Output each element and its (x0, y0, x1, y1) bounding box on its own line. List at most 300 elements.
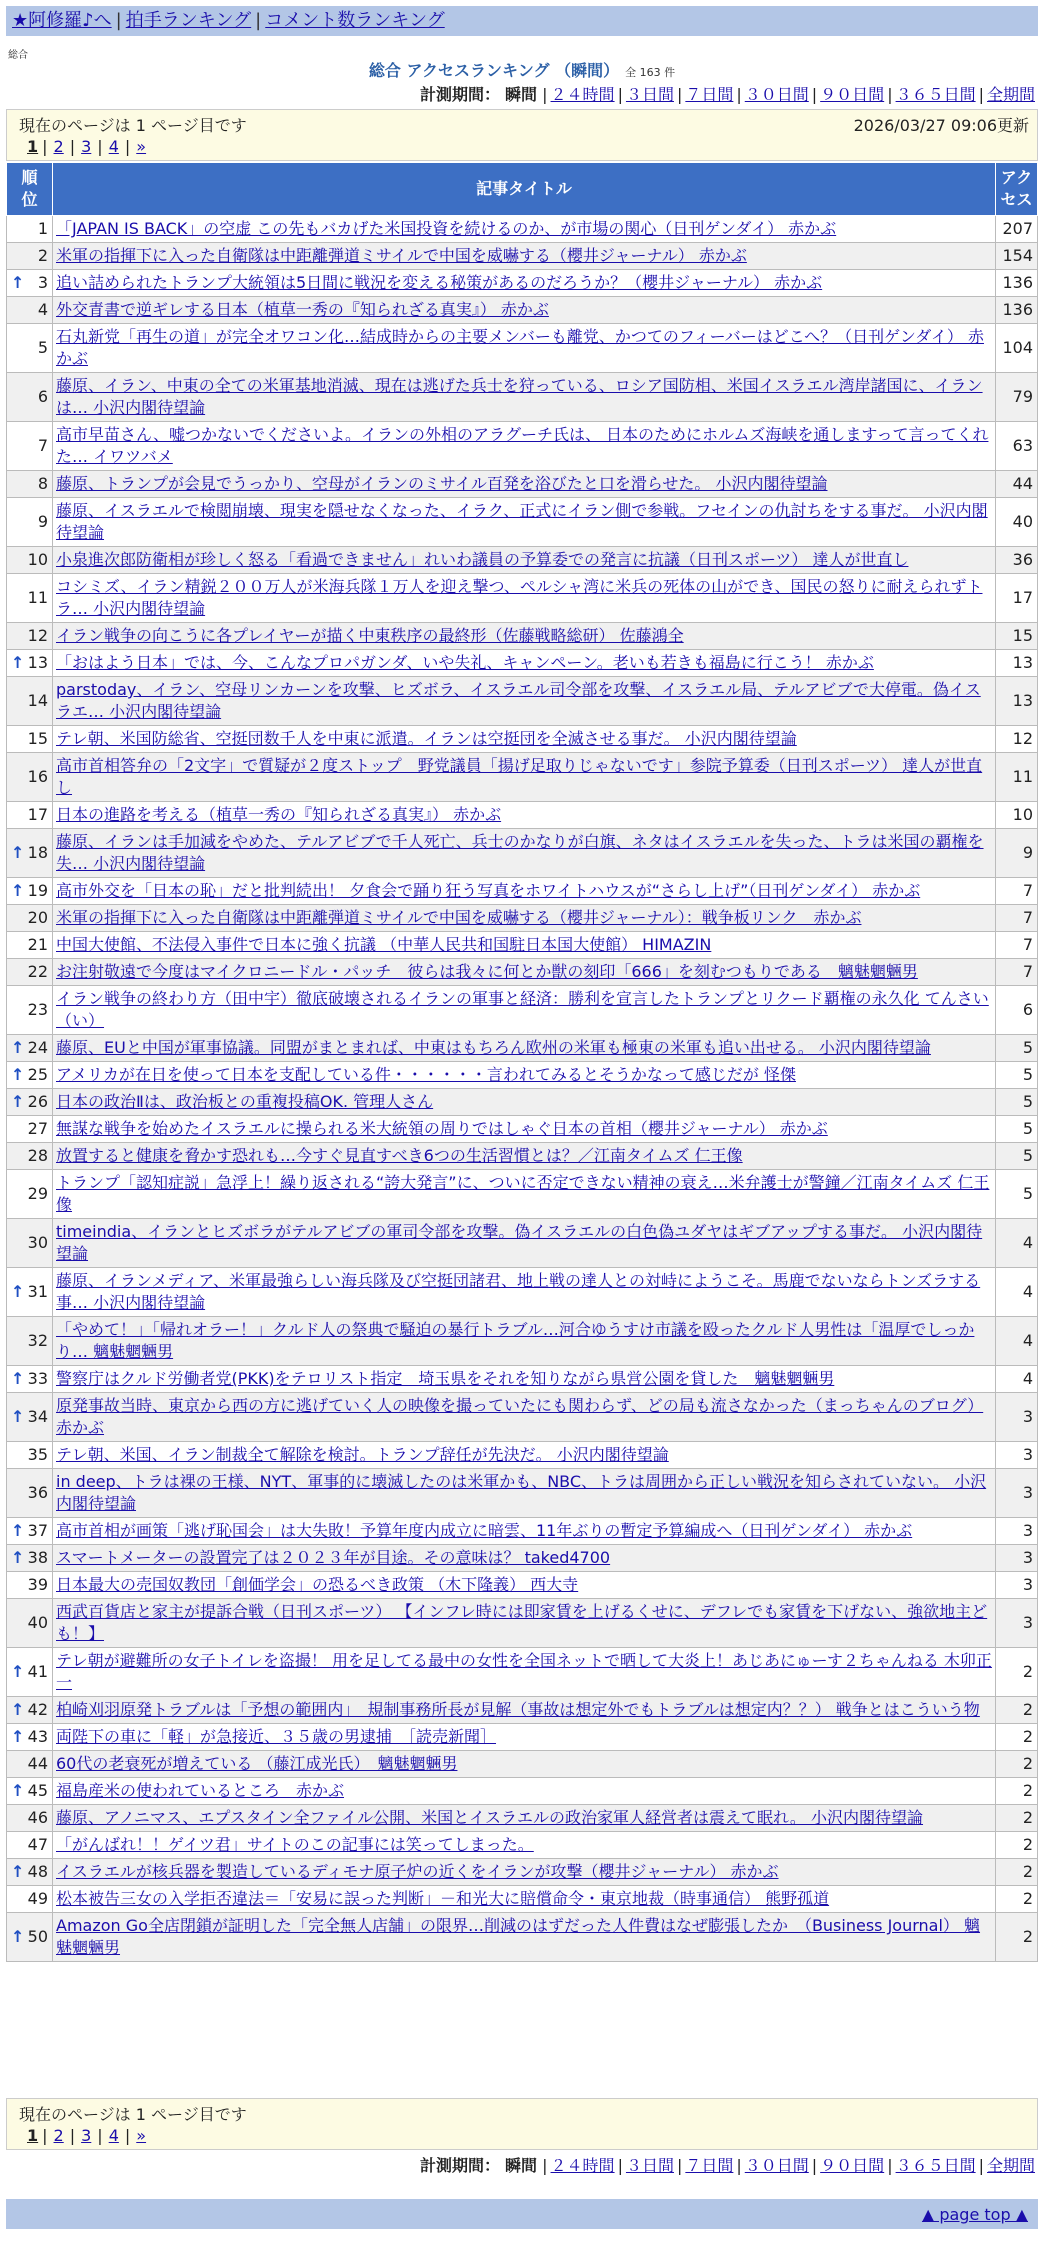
pager-next-link[interactable]: » (136, 137, 147, 156)
table-row (7, 1751, 1038, 1778)
article-link[interactable]: 高市外交を「日本の恥」だと批判続出！ 夕食会で踊り狂う写真をホワイトハウスが“さらし上げ”（日刊ゲンダイ） 赤かぶ (56, 881, 921, 900)
article-link[interactable]: イラン戦争の終わり方（田中宇）徹底破壊されるイランの軍事と経済：勝利を宣言したトランプとリクード覇権の永久化 てんさい（い） (56, 989, 989, 1030)
table-row (7, 1697, 1038, 1724)
access-count: 3 (996, 1518, 1038, 1545)
access-count: 5 (996, 1035, 1038, 1062)
table-row (7, 1599, 1038, 1648)
article-link[interactable]: 藤原、イスラエルで検閲崩壊、現実を隠せなくなった、イラク、正式にイラン側で参戦。フセインの仇討ちをする事だ。 小沢内閣待望論 (56, 501, 988, 542)
access-count: 12 (996, 726, 1038, 753)
table-row (7, 1366, 1038, 1393)
rank-cell (7, 1545, 53, 1572)
rank-number: 5 (37, 338, 48, 357)
section-label: 総合 (8, 50, 28, 61)
comment-ranking-link[interactable]: コメント数ランキング (265, 10, 445, 31)
pager-next-link[interactable]: » (136, 2126, 147, 2145)
table-row (7, 1170, 1038, 1219)
rank-number: 18 (27, 843, 48, 862)
article-link[interactable]: 米軍の指揮下に入った自衛隊は中距離弾道ミサイルで中国を威嚇する（櫻井ジャーナル）：戦争板リンク 赤かぶ (56, 908, 862, 927)
article-link[interactable]: 原発事故当時、東京から西の方に逃げていく人の映像を撮っていたにも関わらず、どの局も流さなかった（まっちゃんのブログ） 赤かぶ (56, 1396, 984, 1437)
access-count: 3 (996, 1442, 1038, 1469)
rank-cell (7, 1886, 53, 1913)
table-row (7, 1116, 1038, 1143)
article-link[interactable]: 放置すると健康を脅かす恐れも…今すぐ見直すべき6つの生活習慣とは？／江南タイムズ 仁王像 (56, 1146, 743, 1165)
article-link[interactable]: 日本最大の売国奴教団「創価学会」の恐るべき政策 （木下隆義） 西大寺 (56, 1575, 579, 1594)
access-count: 3 (996, 1393, 1038, 1442)
rank-cell (7, 1913, 53, 1962)
access-count: 5 (996, 1143, 1038, 1170)
title-cell (53, 1805, 996, 1832)
period-separator: | (978, 85, 984, 104)
footer-bar (6, 2199, 1038, 2229)
pager-separator: | (42, 2126, 48, 2145)
article-link[interactable]: 藤原、トランプが会見でうっかり、空母がイランのミサイル百発を浴びたと口を滑らせた。 小沢内閣待望論 (56, 474, 828, 493)
table-row (7, 986, 1038, 1035)
access-header-label: アクセス (1000, 168, 1033, 209)
title-cell (53, 243, 996, 270)
period-options (542, 85, 1038, 104)
article-link[interactable]: 「やめて！」「帰れオラー！」クルド人の祭典で騒迫の暴行トラブル…河合ゆうすけ市議を殴ったクルド人男性は「温厚でしっかり… 魑魅魍魎男 (56, 1320, 975, 1361)
rank-cell (7, 1648, 53, 1697)
article-link[interactable]: 西武百貨店と家主が提訴合戦（日刊スポーツ） 【インフレ時には即家賃を上げるくせに、デフレでも家賃を下げない、強欲地主ども！】 (56, 1602, 988, 1643)
title-cell (53, 1697, 996, 1724)
rank-cell (7, 802, 53, 829)
period-separator: | (617, 85, 623, 104)
access-count: 9 (996, 829, 1038, 878)
rank-cell (7, 1518, 53, 1545)
title-cell (53, 726, 996, 753)
arrow-up-icon: ↑ (11, 881, 25, 900)
title-cell (53, 802, 996, 829)
rank-cell (7, 1778, 53, 1805)
article-link[interactable]: イラン戦争の向こうに各プレイヤーが描く中東秩序の最終形（佐藤戦略総研） 佐藤鴻全 (56, 626, 684, 645)
article-link[interactable]: 藤原、アノニマス、エプスタイン全ファイル公開、米国とイスラエルの政治家軍人経営者は震えて眠れ。 小沢内閣待望論 (56, 1808, 924, 1827)
period-separator: | (676, 85, 683, 104)
article-link[interactable]: お注射敬遠で今度はマイクロニードル・パッチ 彼らは我々に何とか獣の刻印「666」を刻むつもりである 魑魅魍魎男 (56, 962, 918, 981)
arrow-up-icon: ↑ (11, 1282, 25, 1301)
pager-link[interactable]: 3 (81, 2126, 92, 2145)
article-link[interactable]: 両陛下の車に「軽」が急接近、３５歳の男逮捕 ［読売新聞］ (56, 1727, 497, 1746)
arrow-up-icon: ↑ (11, 1407, 25, 1426)
pager-separator: | (69, 137, 76, 156)
period-separator: | (887, 85, 893, 104)
table-row (7, 574, 1038, 623)
article-link[interactable]: 米軍の指揮下に入った自衛隊は中距離弾道ミサイルで中国を威嚇する（櫻井ジャーナル） 赤かぶ (56, 246, 747, 265)
ranking-table (6, 162, 1038, 1962)
article-link[interactable]: 藤原、イラン、中東の全ての米軍基地消滅、現在は逃げた兵士を狩っている、ロシア国防相、米国イスラエル湾岸諸国に、イランは… 小沢内閣待望論 (56, 376, 983, 417)
rank-number: 7 (37, 436, 48, 455)
table-row (7, 1268, 1038, 1317)
rank-number: 12 (27, 626, 48, 645)
rank-number: 13 (27, 653, 48, 672)
rank-cell (7, 1469, 53, 1518)
rank-cell (7, 1219, 53, 1268)
clap-ranking-link[interactable]: 拍手ランキング (125, 10, 252, 31)
table-row (7, 1442, 1038, 1469)
rank-cell (7, 270, 53, 297)
table-row (7, 1832, 1038, 1859)
access-count: 40 (996, 498, 1038, 547)
title-cell (53, 1832, 996, 1859)
article-link[interactable]: 無謀な戦争を始めたイスラエルに操られる米大統領の周りではしゃぐ日本の首相（櫻井ジャーナル） 赤かぶ (56, 1119, 828, 1138)
article-link[interactable]: 藤原、イランは手加減をやめた、テルアビブで千人死亡、兵士のかなりが白旗、ネタはイスラエルを失った、トラは米国の覇権を失… 小沢内閣待望論 (56, 832, 984, 873)
arrow-up-icon: ↑ (11, 1065, 25, 1084)
rank-cell (7, 623, 53, 650)
article-link[interactable]: 松本被告三女の入学拒否違法＝「安易に誤った判断」－和光大に賠償命令・東京地裁（時事通信） 熊野孤道 (56, 1889, 830, 1908)
rank-number: 31 (27, 1282, 48, 1301)
title-cell (53, 1143, 996, 1170)
period-separator: | (542, 2156, 548, 2175)
arrow-up-icon: ↑ (11, 653, 25, 672)
nav-separator: | (115, 10, 122, 31)
table-row (7, 297, 1038, 324)
table-row (7, 1219, 1038, 1268)
table-row (7, 1886, 1038, 1913)
pager-link[interactable]: 3 (81, 137, 92, 156)
rank-number: 34 (27, 1407, 48, 1426)
title-cell (53, 1859, 996, 1886)
rank-number: 6 (37, 387, 48, 406)
period-label: 計測期間： (419, 85, 500, 104)
rank-number: 25 (27, 1065, 48, 1084)
period-separator: | (978, 2156, 984, 2175)
article-link[interactable]: 高市首相が画策「逃げ恥国会」は大失敗！予算年度内成立に暗雲、11年ぶりの暫定予算編成へ（日刊ゲンダイ） 赤かぶ (56, 1521, 913, 1540)
article-link[interactable]: 藤原、EUと中国が軍事協議。同盟がまとまれば、中東はもちろん欧州の米軍も極東の米軍も追い出せる。 小沢内閣待望論 (56, 1038, 931, 1057)
rank-cell (7, 1116, 53, 1143)
period-separator: | (542, 85, 548, 104)
arrow-up-icon: ↑ (11, 1369, 25, 1388)
pager-link[interactable]: 2 (53, 2126, 64, 2145)
rank-cell (7, 373, 53, 422)
article-link[interactable]: 高市首相答弁の「2文字」で質疑が２度ストップ 野党議員「揚げ足取りじゃないです」参院予算委（日刊スポーツ） 達人が世直し (56, 756, 983, 797)
access-count: 4 (996, 1268, 1038, 1317)
rank-number: 16 (27, 767, 48, 786)
page-info-box-top (6, 109, 1038, 161)
table-row (7, 1805, 1038, 1832)
access-count: 207 (996, 216, 1038, 243)
access-count: 2 (996, 1859, 1038, 1886)
pager-link[interactable]: 4 (108, 2126, 119, 2145)
table-row (7, 324, 1038, 373)
rank-cell (7, 1035, 53, 1062)
access-count: 104 (996, 324, 1038, 373)
title-cell (53, 1035, 996, 1062)
period-separator: | (736, 85, 742, 104)
period-option-link[interactable]: ９０日間 (820, 85, 885, 104)
rank-cell (7, 216, 53, 243)
title-cell (53, 1469, 996, 1518)
article-link[interactable]: 高市早苗さん、嘘つかないでくださいよ。イランの外相のアラグーチ氏は、 日本のためにホルムズ海峡を通しますって言ってくれた… イワツバメ (56, 425, 989, 466)
rank-cell (7, 498, 53, 547)
article-link[interactable]: テレ朝、米国、イラン制裁全て解除を検討。トランプ辞任が先決だ。 小沢内閣待望論 (56, 1445, 669, 1464)
table-row (7, 878, 1038, 905)
rank-cell (7, 726, 53, 753)
table-row (7, 1393, 1038, 1442)
rank-cell (7, 324, 53, 373)
arrow-up-icon: ↑ (11, 1038, 25, 1057)
access-count: 3 (996, 1469, 1038, 1518)
article-link[interactable]: テレ朝が避難所の女子トイレを盗撮！ 用を足してる最中の女性を全国ネットで晒して大炎上！あじあにゅーす２ちゃんねる 木卯正一 (56, 1651, 992, 1692)
rank-number: 10 (27, 550, 48, 569)
title-cell (53, 1724, 996, 1751)
access-count: 2 (996, 1751, 1038, 1778)
period-option-link[interactable]: ３日間 (625, 85, 674, 104)
title-cell (53, 1751, 996, 1778)
title-cell (53, 270, 996, 297)
page-top-link[interactable]: ▲ page top ▲ (921, 2205, 1028, 2224)
rank-number: 37 (27, 1521, 48, 1540)
page-title (0, 60, 1044, 84)
table-row (7, 1648, 1038, 1697)
nav-separator: | (255, 10, 262, 31)
period-option-link[interactable]: 全期間 (986, 85, 1035, 104)
rank-number: 21 (27, 935, 48, 954)
title-cell (53, 498, 996, 547)
table-row (7, 270, 1038, 297)
rank-number: 22 (27, 962, 48, 981)
rank-cell (7, 1366, 53, 1393)
rank-header-label: 順位 (21, 168, 38, 209)
rank-number: 26 (27, 1092, 48, 1111)
access-count: 2 (996, 1724, 1038, 1751)
period-option-link[interactable]: ３６５日間 (895, 85, 976, 104)
pager-separator: | (97, 2126, 103, 2145)
title-cell (53, 1219, 996, 1268)
period-option-link[interactable]: ３６５日間 (895, 2156, 976, 2175)
article-link[interactable]: スマートメーターの設置完了は２０２３年が目途。その意味は？ taked4700 (56, 1548, 611, 1567)
table-row (7, 243, 1038, 270)
period-selector-top (420, 84, 1038, 106)
rank-cell (7, 905, 53, 932)
rank-number: 8 (37, 474, 48, 493)
article-link[interactable]: 追い詰められたトランプ大統領は5日間に戦況を変える秘策があるのだろうか？（櫻井ジャーナル） 赤かぶ (56, 273, 823, 292)
article-link[interactable]: 中国大使館、不法侵入事件で日本に強く抗議 （中華人民共和国駐日本国大使館） HIMAZIN (56, 935, 712, 954)
article-link[interactable]: 柏崎刈羽原発トラブルは「予想の範囲内」 規制事務所長が見解（事故は想定外でもトラブルは想定内？？） 戦争とはこういう物 (56, 1700, 980, 1719)
article-link[interactable]: 「JAPAN IS BACK」の空虚 この先もバカげた米国投資を続けるのか、が市場の関心（日刊ゲンダイ） 赤かぶ (56, 219, 837, 238)
period-option-link[interactable]: ７日間 (685, 85, 734, 104)
access-count: 11 (996, 753, 1038, 802)
arrow-up-icon: ↑ (11, 1781, 25, 1800)
article-link[interactable]: Amazon Go全店閉鎖が証明した「完全無人店舗」の限界…削減のはずだった人件費はなぜ膨張したか （Business Journal） 魑魅魍魎男 (56, 1916, 981, 1957)
rank-number: 36 (27, 1483, 48, 1502)
article-link[interactable]: parstoday、イラン、空母リンカーンを攻撃、ヒズボラ、イスラエル司令部を攻撃、イスラエル局、テルアビブで大停電。偽イスラエ… 小沢内閣待望論 (56, 680, 981, 721)
period-option-link[interactable]: ３日間 (625, 2156, 674, 2175)
article-link[interactable]: in deep、トラは裸の王様、NYT、軍事的に壊滅したのは米軍かも、NBC、トラは周囲から正しい戦況を知らされていない。 小沢内閣待望論 (56, 1472, 987, 1513)
pager-current-page: 1 (27, 2126, 39, 2145)
rank-cell (7, 878, 53, 905)
rank-number: 32 (27, 1331, 48, 1350)
rank-cell (7, 1317, 53, 1366)
title-cell (53, 547, 996, 574)
access-count: 63 (996, 422, 1038, 471)
title-cell (53, 1886, 996, 1913)
arrow-up-icon: ↑ (11, 1521, 25, 1540)
title-cell (53, 1393, 996, 1442)
title-cell (53, 1648, 996, 1697)
rank-number: 28 (27, 1146, 48, 1165)
article-link[interactable]: 石丸新党「再生の道」が完全オワコン化…結成時からの主要メンバーも離党、かつてのフィーバーはどこへ？（日刊ゲンダイ） 赤かぶ (56, 327, 984, 368)
access-count: 6 (996, 986, 1038, 1035)
title-cell (53, 1572, 996, 1599)
table-row (7, 1518, 1038, 1545)
period-option-link[interactable]: ３０日間 (744, 2156, 809, 2175)
title-cell (53, 574, 996, 623)
access-count: 7 (996, 878, 1038, 905)
rank-cell (7, 1170, 53, 1219)
rank-cell (7, 1805, 53, 1832)
access-count: 2 (996, 1886, 1038, 1913)
rank-cell (7, 677, 53, 726)
article-link[interactable]: 藤原、イランメディア、米軍最強らしい海兵隊及び空挺団諸君、地上戦の達人との対峙にようこそ。馬鹿でないならトンズラする事… 小沢内閣待望論 (56, 1271, 981, 1312)
home-link[interactable]: ★阿修羅♪へ (12, 10, 112, 31)
rank-cell (7, 1062, 53, 1089)
updated-timestamp: 2026/03/27 09:06更新 (853, 116, 1029, 135)
rank-number: 29 (27, 1184, 48, 1203)
rank-number: 45 (27, 1781, 48, 1800)
article-link[interactable]: トランプ「認知症説」急浮上！繰り返される“誇大発言”に、ついに否定できない精神の衰え…米弁護士が警鐘／江南タイムズ 仁王像 (56, 1173, 990, 1214)
access-count: 2 (996, 1778, 1038, 1805)
rank-cell (7, 243, 53, 270)
access-count: 2 (996, 1697, 1038, 1724)
title-cell (53, 1317, 996, 1366)
rank-cell (7, 1089, 53, 1116)
title-cell (53, 650, 996, 677)
ranking-body (7, 216, 1038, 1962)
period-separator: | (811, 2156, 818, 2175)
access-count: 10 (996, 802, 1038, 829)
title-cell (53, 324, 996, 373)
article-link[interactable]: 60代の老衰死が増えている （藤江成光氏） 魑魅魍魎男 (56, 1754, 458, 1773)
access-count: 79 (996, 373, 1038, 422)
pager-link[interactable]: 4 (108, 137, 119, 156)
access-count: 7 (996, 959, 1038, 986)
pager-separator: | (124, 137, 131, 156)
pager-current-page: 1 (27, 137, 39, 156)
article-link[interactable]: 小泉進次郎防衛相が珍しく怒る「看過できません」れいわ議員の予算委での発言に抗議（日刊スポーツ） 達人が世直し (56, 550, 909, 569)
table-row (7, 1913, 1038, 1962)
rank-number: 41 (27, 1662, 48, 1681)
rank-cell (7, 1859, 53, 1886)
arrow-up-icon: ↑ (11, 1548, 25, 1567)
rank-cell (7, 1442, 53, 1469)
title-cell (53, 216, 996, 243)
period-option-link[interactable]: ２４時間 (550, 85, 615, 104)
title-cell (53, 677, 996, 726)
period-option-link[interactable]: ９０日間 (820, 2156, 885, 2175)
rank-cell (7, 1832, 53, 1859)
access-count: 2 (996, 1805, 1038, 1832)
page-info-text: 現在のページは 1 ページ目です (19, 2105, 247, 2124)
article-link[interactable]: テレ朝、米国防総省、空挺団数千人を中東に派遣。イランは空挺団を全滅させる事だ。 小沢内閣待望論 (56, 729, 797, 748)
article-link[interactable]: イスラエルが核兵器を製造しているディモナ原子炉の近くをイランが攻撃（櫻井ジャーナル） 赤かぶ (56, 1862, 779, 1881)
title-cell (53, 753, 996, 802)
rank-number: 40 (27, 1613, 48, 1632)
table-row (7, 829, 1038, 878)
rank-number: 2 (37, 246, 48, 265)
title-cell (53, 829, 996, 878)
access-count: 44 (996, 471, 1038, 498)
table-row (7, 1035, 1038, 1062)
rank-number: 23 (27, 1000, 48, 1019)
rank-number: 44 (27, 1754, 48, 1773)
table-row (7, 1317, 1038, 1366)
access-count: 3 (996, 1545, 1038, 1572)
rank-cell (7, 1599, 53, 1648)
title-cell (53, 932, 996, 959)
pager-separator: | (42, 137, 48, 156)
title-cell (53, 1170, 996, 1219)
top-nav-bar (6, 6, 1038, 36)
rank-number: 46 (27, 1808, 48, 1827)
table-row (7, 1778, 1038, 1805)
access-count: 136 (996, 297, 1038, 324)
rank-number: 20 (27, 908, 48, 927)
table-row (7, 1089, 1038, 1116)
ranking-title: 総合 アクセスランキング （瞬間） (368, 61, 620, 80)
rank-number: 1 (37, 219, 48, 238)
access-count: 5 (996, 1089, 1038, 1116)
period-option-link[interactable]: ７日間 (685, 2156, 734, 2175)
rank-cell (7, 959, 53, 986)
article-link[interactable]: timeindia、イランとヒズボラがテルアビブの軍司令部を攻撃。偽イスラエルの白色偽ユダヤはギブアップする事だ。 小沢内閣待望論 (56, 1222, 983, 1263)
table-row (7, 1724, 1038, 1751)
title-cell (53, 1778, 996, 1805)
pager-link[interactable]: 2 (53, 137, 64, 156)
rank-cell (7, 1697, 53, 1724)
article-link[interactable]: 外交青書で逆ギレする日本（植草一秀の『知られざる真実』） 赤かぶ (56, 300, 549, 319)
article-link[interactable]: コシミズ、イラン精鋭２００万人が米海兵隊１万人を迎え撃つ、ペルシャ湾に米兵の死体の山ができ、国民の怒りに耐えられずトラ… 小沢内閣待望論 (56, 577, 983, 618)
total-count: 全 163 件 (625, 66, 676, 79)
title-cell (53, 373, 996, 422)
table-row (7, 547, 1038, 574)
title-cell (53, 986, 996, 1035)
article-link[interactable]: 日本の進路を考える（植草一秀の『知られざる真実』） 赤かぶ (56, 805, 502, 824)
period-option-link[interactable]: ２４時間 (550, 2156, 615, 2175)
page-info-box-bottom (6, 2098, 1038, 2150)
rank-number: 35 (27, 1445, 48, 1464)
arrow-up-icon: ↑ (11, 843, 25, 862)
title-cell (53, 1599, 996, 1648)
table-row (7, 905, 1038, 932)
table-row (7, 1859, 1038, 1886)
article-link[interactable]: 「おはよう日本」では、今、こんなプロパガンダ、いや失礼、キャンペーン。老いも若きも福島に行こう！ 赤かぶ (56, 653, 874, 672)
article-link[interactable]: 警察庁はクルド労働者党(PKK)をテロリスト指定 埼玉県をそれを知りながら県営公園を貸した 魑魅魍魎男 (56, 1369, 835, 1388)
rank-number: 47 (27, 1835, 48, 1854)
rank-number: 15 (27, 729, 48, 748)
period-option-link[interactable]: 全期間 (986, 2156, 1035, 2175)
article-link[interactable]: 福島産米の使われているところ 赤かぶ (56, 1781, 345, 1800)
period-option-link[interactable]: ３０日間 (744, 85, 809, 104)
table-row (7, 802, 1038, 829)
period-current: 瞬間 (505, 2156, 538, 2175)
article-link[interactable]: アメリカが在日を使って日本を支配している件・・・・・・言われてみるとそうかなって感じだが 怪傑 (56, 1065, 796, 1084)
title-cell (53, 1268, 996, 1317)
rank-number: 30 (27, 1233, 48, 1252)
pager-top (27, 137, 148, 156)
rank-number: 17 (27, 805, 48, 824)
rank-cell (7, 471, 53, 498)
table-row (7, 1469, 1038, 1518)
rank-number: 39 (27, 1575, 48, 1594)
pager-separator: | (97, 137, 103, 156)
access-count: 2 (996, 1832, 1038, 1859)
title-cell (53, 471, 996, 498)
table-row (7, 1545, 1038, 1572)
page-info-text: 現在のページは 1 ページ目です (19, 116, 247, 135)
title-cell (53, 1442, 996, 1469)
article-link[interactable]: 「がんばれ！！ゲイツ君」サイトのこの記事には笑ってしまった。 (56, 1835, 534, 1854)
rank-number: 48 (27, 1862, 48, 1881)
article-link[interactable]: 日本の政治Ⅱは、政治板との重複投稿OK. 管理人さん (56, 1092, 434, 1111)
